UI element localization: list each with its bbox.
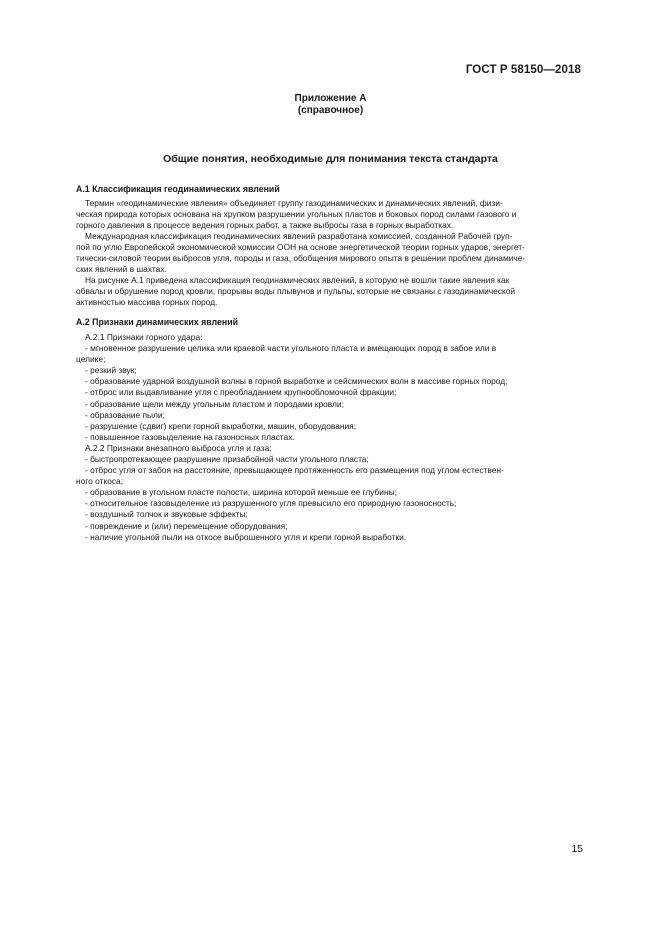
- text-line: обвалы и обрушение пород кровли, прорывы воды плывунов и пульпы, которые не связаны с газодинамической: [76, 286, 516, 297]
- text-line: горного давления в процессе ведения горных работ, а также выбросы газа в горных выработках.: [76, 219, 454, 230]
- list-item: - наличие угольной пыли на откосе выброшенного угля и крепи горной выработки.: [85, 531, 407, 542]
- document-body: [76, 184, 582, 543]
- section-1-paragraph: [76, 198, 582, 231]
- list-item: - быстропротекающее разрушение призабойной части угольного пласта;: [85, 453, 369, 464]
- list-item: [76, 343, 582, 365]
- list-item: - разрушение (сдвиг) крепи горной выработки, машин, оборудования;: [85, 420, 357, 431]
- list-item: - образование ударной воздушной волны в горной выработке и сейсмических волн в массиве горных пород;: [85, 376, 508, 387]
- text-line: Термин «геодинамические явления» объединяет группу газодинамических и динамических явлений, физи-: [85, 197, 503, 208]
- section-1-paragraph: [76, 275, 582, 308]
- text-line: ских явлений в шахтах.: [76, 264, 167, 275]
- list-item: - относительное газовыделение из разрушенного угля превысило его природную газоносность;: [85, 498, 457, 509]
- subsection-2-2-title: А.2.2 Признаки внезапного выброса угля и газа:: [85, 442, 272, 453]
- list-item: - отброс или выдавливание угля с преобладанием крупнообломочной фракции;: [85, 387, 397, 398]
- text-line: Международная классификация геодинамических явлений разработана комиссией, созданной Рабочей груп-: [85, 230, 513, 241]
- list-item: - образование в угольном пласте полости, ширина которой меньше ее глубины;: [85, 487, 397, 498]
- list-item: - повреждение и (или) перемещение оборудования;: [85, 520, 288, 531]
- text-line: На рисунке А.1 приведена классификация геодинамических явлений, в которую не вошли такие явления как: [85, 275, 510, 286]
- text-line: пой по углю Европейской экономической комиссии ООН на основе энергетической теории горных ударов, энергет-: [76, 241, 525, 252]
- annex-heading: [0, 93, 661, 117]
- text-line: - отброс угля от забоя на расстояние, превышающее протяженность его размещения под углом естествен-: [85, 465, 504, 476]
- text-line: целике;: [76, 354, 106, 365]
- main-title: Общие понятия, необходимые для понимания текста стандарта: [163, 153, 498, 165]
- section-1-heading: А.1 Классификация геодинамических явлений: [76, 184, 280, 194]
- page-number: 15: [571, 843, 583, 855]
- list-item: - резкий звук;: [85, 365, 137, 376]
- list-item: - образование щели между угольным пластом и породами кровли;: [85, 398, 344, 409]
- text-line: ного откоса;: [76, 476, 124, 487]
- list-item: - образование пыли;: [85, 409, 165, 420]
- text-line: тически-силовой теории выбросов угля, породы и газа, обобщения мирового опыта в решении проблем динамиче-: [76, 252, 526, 263]
- text-line: - мгновенное разрушение целика или краевой части угольного пласта и вмещающих пород в забое или в: [85, 343, 497, 354]
- section-2-heading: А.2 Признаки динамических явлений: [76, 317, 239, 328]
- list-item: [76, 465, 582, 487]
- text-line: ческая природа которых основана на хрупком разрушении угольных пластов и боковых пород силами газового и: [76, 208, 517, 219]
- section-1-paragraph: [76, 231, 582, 275]
- subsection-2-1-title: А.2.1 Признаки горного удара:: [85, 331, 203, 342]
- list-item: - воздушный толчок и звуковые эффекты;: [85, 509, 248, 520]
- annex-subtitle: (справочное): [297, 105, 364, 116]
- annex-title: Приложение А: [294, 93, 367, 104]
- list-item: - повышенное газовыделение на газоносных пластах.: [85, 431, 295, 442]
- standard-code: ГОСТ Р 58150—2018: [465, 64, 581, 76]
- text-line: активностью массива горных пород.: [76, 297, 218, 308]
